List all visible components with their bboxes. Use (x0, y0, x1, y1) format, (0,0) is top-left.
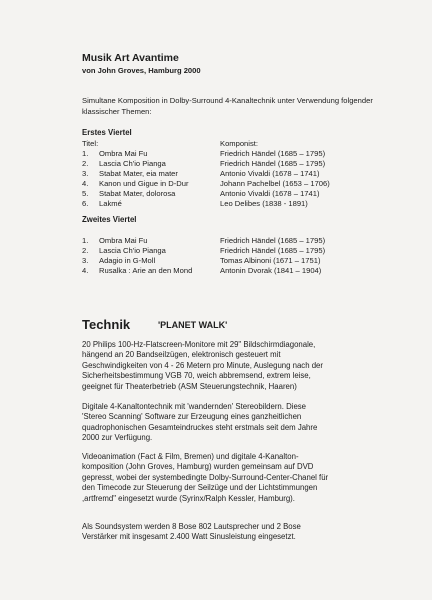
zweites-viertel-table (82, 236, 382, 286)
piece-title: Stabat Mater, dolorosa (99, 189, 176, 198)
row-number: 6. (82, 199, 89, 208)
piece-title: Lascia Ch'io Pianga (99, 159, 166, 168)
text-line: Als Soundsystem werden 8 Bose 802 Lautsprecher und 2 Bose (82, 522, 301, 531)
technik-heading: Technik (82, 317, 131, 332)
table-row (82, 159, 382, 169)
piece-title: Stabat Mater, eia mater (99, 169, 178, 178)
row-number: 1. (82, 236, 89, 245)
row-number: 3. (82, 169, 89, 178)
piece-title: Adagio in G-Moll (99, 256, 156, 265)
column-header-title: Titel: (82, 139, 99, 148)
text-line: quadrophonischen Gesamteindruckes steht erstmals seit dem Jahre (82, 422, 318, 432)
composer-name: Antonin Dvorak (1841 – 1904) (220, 266, 322, 275)
composer-name: Friedrich Händel (1685 – 1795) (220, 149, 326, 158)
text-line: 20 Philips 100-Hz-Flatscreen-Monitore mit 29" Bildschirmdiagonale, (82, 340, 316, 349)
row-number: 2. (82, 246, 89, 255)
composer-name: Antonio Vivaldi (1678 – 1741) (220, 189, 320, 198)
text-line: Geschwindigkeiten von 4 - 26 Metern pro Minute, Auslegung nach der (82, 360, 323, 370)
row-number: 4. (82, 179, 89, 188)
piece-title: Ombra Mai Fu (99, 236, 148, 245)
technik-paragraph-1 (82, 340, 387, 392)
table-row (82, 169, 382, 179)
text-line: den Timecode zur Steuerung der Seilzüge und der Lichtstimmungen (82, 483, 318, 493)
text-line: gepresst, wobei der systembedingte Dolby-Surround-Center-Chanel für (82, 472, 329, 482)
composer-name: Friedrich Händel (1685 – 1795) (220, 236, 326, 245)
composer-name: Friedrich Händel (1685 – 1795) (220, 159, 326, 168)
technik-paragraph-3 (82, 452, 387, 504)
row-number: 4. (82, 266, 89, 275)
piece-title: Lakmé (99, 199, 122, 208)
table-row (82, 189, 382, 199)
text-line: ,artfremd" eingesetzt wurde (Syrinx/Ralph Kessler, Hamburg). (82, 493, 295, 503)
erstes-viertel-table (82, 139, 382, 209)
column-header-composer: Komponist: (220, 139, 258, 148)
table-row (82, 199, 382, 209)
piece-title: Ombra Mai Fu (99, 149, 148, 158)
erstes-viertel-heading: Erstes Viertel (82, 128, 132, 137)
text-line: Verstärker mit insgesamt 2.400 Watt Sinusleistung eingesetzt. (82, 532, 296, 542)
document-subtitle: von John Groves, Hamburg 2000 (82, 66, 201, 75)
table-row (82, 179, 382, 189)
text-line: Digitale 4-Kanaltontechnik mit 'wandernden' Stereobildern. Diese (82, 402, 307, 411)
zweites-viertel-heading: Zweites Viertel (82, 215, 137, 224)
piece-title: Lascia Ch'io Pianga (99, 246, 166, 255)
composer-name: Tomas Albinoni (1671 – 1751) (220, 256, 321, 265)
text-line: Videoanimation (Fact & Film, Bremen) und digitale 4-Kanalton- (82, 452, 299, 461)
technik-paragraph-4 (82, 522, 387, 543)
row-number: 1. (82, 149, 89, 158)
document-title: Musik Art Avantime (82, 52, 179, 64)
row-number: 5. (82, 189, 89, 198)
row-number: 2. (82, 159, 89, 168)
table-row (82, 256, 382, 266)
intro-paragraph: Simultane Komposition in Dolby-Surround 4-Kanaltechnik unter Verwendung folgender klassischer Themen: (82, 96, 373, 116)
text-line: 'Stereo Scanning' Software zur Erzeugung eines ganzheitlichen (82, 412, 302, 422)
piece-title: Rusalka : Arie an den Mond (99, 266, 193, 275)
planet-walk-heading: 'PLANET WALK' (158, 320, 228, 330)
table-row (82, 149, 382, 159)
piece-title: Kanon und Gigue in D-Dur (99, 179, 189, 188)
text-line: geeignet für Theaterbetrieb (ASM Steuerungstechnik, Haaren) (82, 381, 297, 391)
text-line: Sicherheitsbestimmung VGB 70, weich abbremsend, extrem leise, (82, 371, 311, 381)
composer-name: Johann Pachelbel (1653 – 1706) (220, 179, 330, 188)
table-row (82, 266, 382, 276)
technik-paragraph-2 (82, 402, 387, 444)
composer-name: Antonio Vivaldi (1678 – 1741) (220, 169, 320, 178)
text-line: komposition (John Groves, Hamburg) wurden gemeinsam auf DVD (82, 462, 314, 472)
row-number: 3. (82, 256, 89, 265)
text-line: hängend an 20 Bandseilzügen, elektronisch gesteuert mit (82, 350, 281, 360)
text-line: 2000 zur Verfügung. (82, 433, 153, 443)
table-row (82, 236, 382, 246)
composer-name: Leo Delibes (1838 - 1891) (220, 199, 308, 208)
composer-name: Friedrich Händel (1685 – 1795) (220, 246, 326, 255)
table-row (82, 246, 382, 256)
